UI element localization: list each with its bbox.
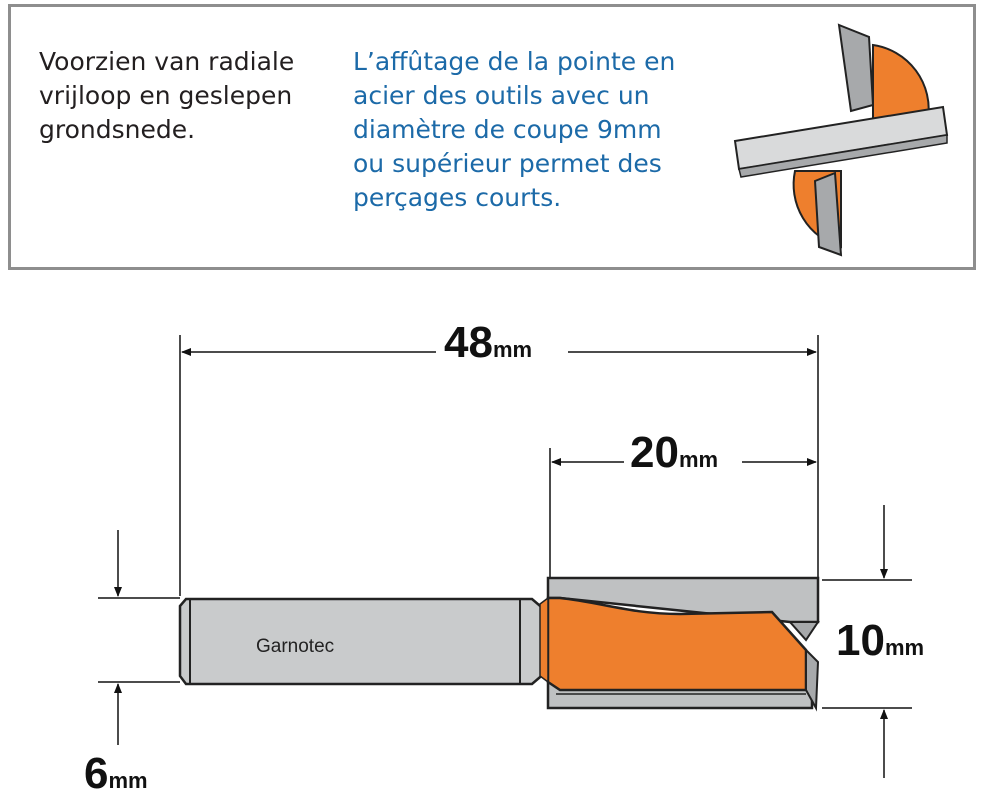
shank-diameter-dimension xyxy=(84,530,180,794)
cutting-length-unit: mm xyxy=(678,447,719,472)
cutting-diameter-dimension xyxy=(822,505,924,778)
cutting-length-dimension xyxy=(552,428,816,477)
total-length-unit: mm xyxy=(492,337,533,362)
cutting-diameter-unit: mm xyxy=(884,635,925,660)
total-length-value: 48 xyxy=(444,318,493,367)
router-bit-shank xyxy=(180,599,546,684)
cutting-length-value: 20 xyxy=(630,428,679,477)
description-french: L’affûtage de la pointe en acier des outils avec un diamètre de coupe 9mm ou supérieur permet des perçages courts. xyxy=(353,47,676,212)
svg-text:6mm xyxy=(84,749,148,794)
svg-text:10mm xyxy=(836,616,924,665)
svg-text:48mm xyxy=(444,318,532,367)
description-dutch: Voorzien van radiale vrijloop en geslepen grondsnede. xyxy=(39,47,295,144)
svg-text:20mm xyxy=(630,428,718,477)
shank-diameter-unit: mm xyxy=(108,768,148,793)
total-length-dimension xyxy=(182,318,816,367)
router-bit-cutter xyxy=(540,578,818,708)
brand-label: Garnotec xyxy=(256,636,335,657)
shank-diameter-value: 6 xyxy=(84,749,109,794)
cutting-diameter-value: 10 xyxy=(836,616,885,665)
